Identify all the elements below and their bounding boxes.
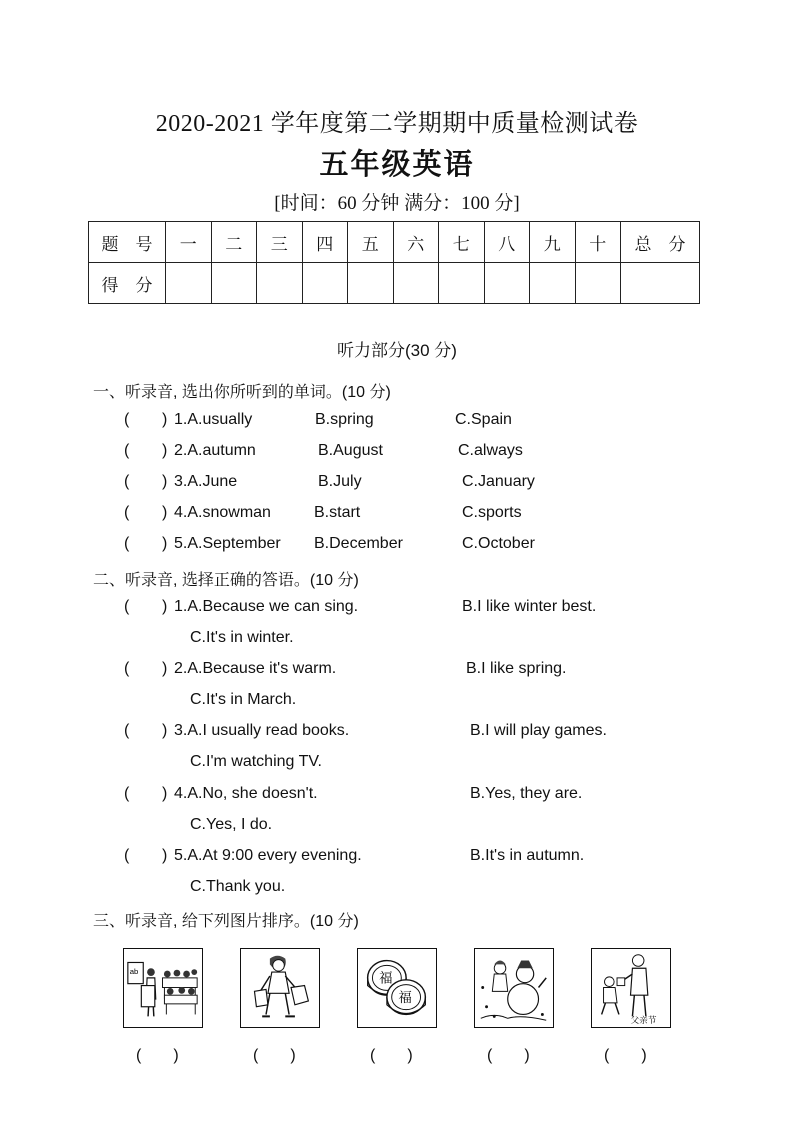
option-b: B.start <box>314 504 361 521</box>
picture-snowman <box>474 948 554 1028</box>
score-field-q4[interactable] <box>302 263 348 304</box>
fu-character-2: 福 <box>398 989 412 1006</box>
answer-paren-close: ) <box>162 504 168 521</box>
score-table-header-row <box>89 222 700 263</box>
option-c: C.always <box>458 442 523 459</box>
score-field-q7[interactable] <box>439 263 485 304</box>
answer-paren-close: ) <box>162 442 168 459</box>
option-c: C.Thank you. <box>190 878 286 895</box>
option-c: C.It's in March. <box>190 691 297 708</box>
picture-fathers-day <box>591 948 671 1028</box>
picture-shopping <box>240 948 320 1028</box>
score-field-q2[interactable] <box>211 263 257 304</box>
exam-title: 2020-2021 学年度第二学期期中质量检测试卷 <box>155 111 639 137</box>
section3-title: 三、听录音, 给下列图片排序。(10 分) <box>93 913 359 930</box>
table-cell-q1: 一 <box>166 222 212 263</box>
table-cell-q9: 九 <box>530 222 576 263</box>
time-and-score-info: [时间：60 分钟 满分：100 分] <box>274 193 520 214</box>
answer-paren-open: ( <box>124 660 130 677</box>
answer-paren-open: ( <box>124 535 130 552</box>
option-c: C.Spain <box>455 411 512 428</box>
listening-section-title: 听力部分(30 分) <box>337 341 457 360</box>
answer-paren-close: ) <box>162 847 168 864</box>
table-cell-score-label: 得 分 <box>89 263 166 304</box>
section2-title: 二、听录音, 选择正确的答语。(10 分) <box>93 572 359 589</box>
option-b: B.August <box>318 442 383 459</box>
score-field-q6[interactable] <box>393 263 439 304</box>
picture-classroom <box>123 948 203 1028</box>
option-a: 3.A.June <box>174 473 238 490</box>
option-b: B.Yes, they are. <box>470 785 583 802</box>
fu-cookies-icon <box>358 949 435 1026</box>
option-a: 5.A.September <box>174 535 281 552</box>
shopping-icon <box>241 949 318 1026</box>
table-cell-total-label: 总 分 <box>621 222 700 263</box>
option-b: B.December <box>314 535 403 552</box>
option-a: 1.A.Because we can sing. <box>174 598 359 615</box>
option-a: 4.A.No, she doesn't. <box>174 785 318 802</box>
fathers-day-icon <box>592 949 669 1026</box>
answer-paren-close: ) <box>162 722 168 739</box>
option-b: B.July <box>318 473 362 490</box>
table-cell-q8: 八 <box>484 222 530 263</box>
option-c: C.October <box>462 535 535 552</box>
snowman-icon <box>475 949 552 1026</box>
score-table <box>88 221 700 304</box>
answer-paren-open: ( <box>124 504 130 521</box>
option-b: B.I like winter best. <box>462 598 597 615</box>
option-b: B.I will play games. <box>470 722 607 739</box>
table-cell-question-number-label: 题 号 <box>89 222 166 263</box>
option-c: C.Yes, I do. <box>190 816 273 833</box>
table-cell-q5: 五 <box>348 222 394 263</box>
score-field-q1[interactable] <box>166 263 212 304</box>
option-c: C.sports <box>462 504 522 521</box>
option-a: 2.A.Because it's warm. <box>174 660 337 677</box>
table-cell-q2: 二 <box>211 222 257 263</box>
classroom-icon <box>124 949 201 1026</box>
option-b: B.It's in autumn. <box>470 847 585 864</box>
score-field-q10[interactable] <box>575 263 621 304</box>
score-field-q9[interactable] <box>530 263 576 304</box>
option-a: 1.A.usually <box>174 411 253 428</box>
answer-paren-close: ) <box>162 535 168 552</box>
table-cell-q10: 十 <box>575 222 621 263</box>
picture-4-answer[interactable]: ( ) <box>487 1047 530 1064</box>
fathers-day-caption: 父亲节 <box>630 1016 657 1026</box>
table-cell-q7: 七 <box>439 222 485 263</box>
table-cell-q3: 三 <box>257 222 303 263</box>
picture-5-answer[interactable]: ( ) <box>604 1047 647 1064</box>
table-cell-q6: 六 <box>393 222 439 263</box>
answer-paren-close: ) <box>162 785 168 802</box>
option-a: 3.A.I usually read books. <box>174 722 350 739</box>
subject-title: 五年级英语 <box>319 149 475 181</box>
answer-paren-close: ) <box>162 473 168 490</box>
table-cell-q4: 四 <box>302 222 348 263</box>
answer-paren-open: ( <box>124 722 130 739</box>
section1-title: 一、听录音, 选出你所听到的单词。(10 分) <box>93 384 391 401</box>
option-a: 5.A.At 9:00 every evening. <box>174 847 362 864</box>
answer-paren-open: ( <box>124 411 130 428</box>
option-c: C.I'm watching TV. <box>190 753 322 770</box>
picture-3-answer[interactable]: ( ) <box>370 1047 413 1064</box>
option-a: 4.A.snowman <box>174 504 271 521</box>
option-a: 2.A.autumn <box>174 442 256 459</box>
score-field-q5[interactable] <box>348 263 394 304</box>
option-b: B.spring <box>315 411 374 428</box>
score-field-q8[interactable] <box>484 263 530 304</box>
score-table-score-row <box>89 263 700 304</box>
option-c: C.It's in winter. <box>190 629 294 646</box>
answer-paren-open: ( <box>124 847 130 864</box>
score-field-total[interactable] <box>621 263 700 304</box>
picture-fu-cookies <box>357 948 437 1028</box>
answer-paren-close: ) <box>162 411 168 428</box>
answer-paren-open: ( <box>124 785 130 802</box>
picture-2-answer[interactable]: ( ) <box>253 1047 296 1064</box>
option-b: B.I like spring. <box>466 660 567 677</box>
score-field-q3[interactable] <box>257 263 303 304</box>
picture-1-answer[interactable]: ( ) <box>136 1047 179 1064</box>
answer-paren-open: ( <box>124 598 130 615</box>
blackboard-text: ab <box>129 967 139 977</box>
answer-paren-close: ) <box>162 598 168 615</box>
answer-paren-open: ( <box>124 473 130 490</box>
answer-paren-open: ( <box>124 442 130 459</box>
fu-character-1: 福 <box>379 970 393 987</box>
answer-paren-close: ) <box>162 660 168 677</box>
option-c: C.January <box>462 473 535 490</box>
